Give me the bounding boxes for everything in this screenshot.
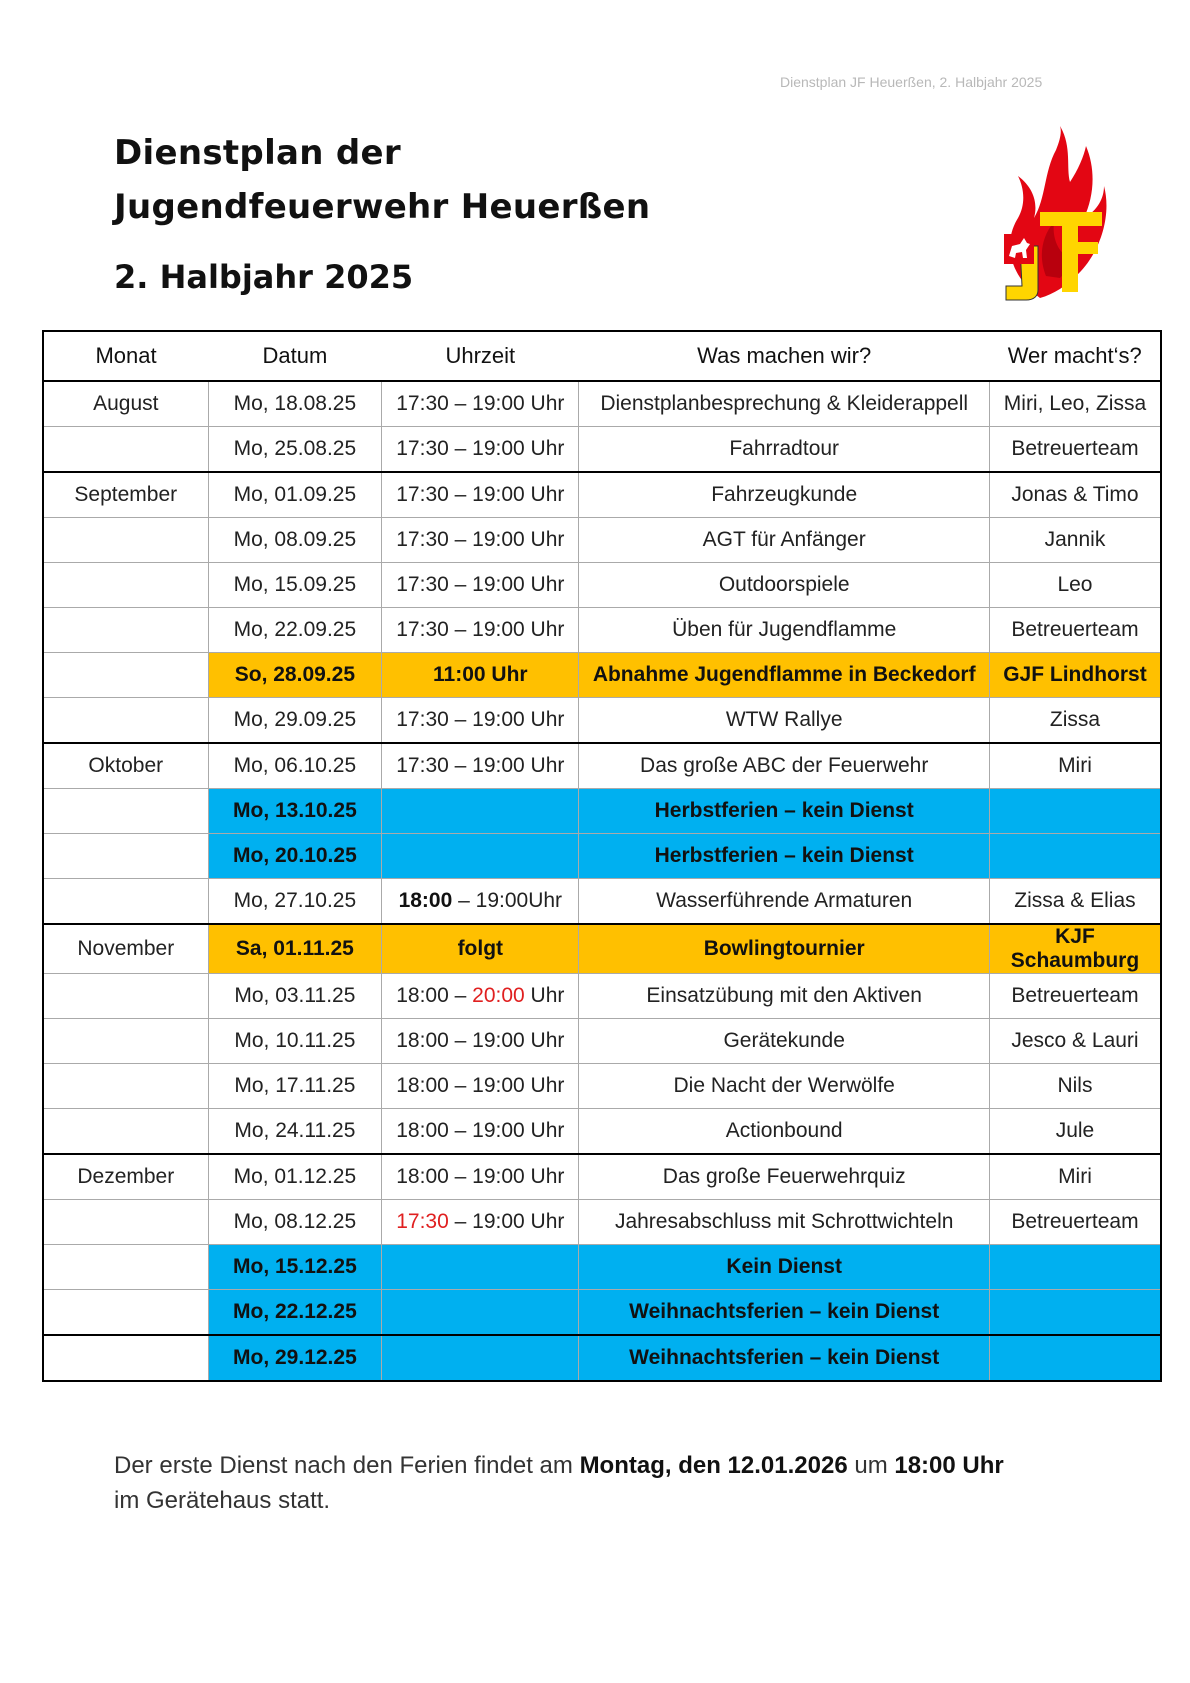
who-cell: Jesco & Lauri bbox=[989, 1019, 1161, 1064]
table-row-holiday bbox=[43, 1290, 1161, 1336]
month-cell bbox=[43, 563, 208, 608]
date-cell: Sa, 01.11.25 bbox=[208, 924, 382, 974]
time-cell: 17:30 – 19:00 Uhr bbox=[382, 427, 579, 473]
date-cell: Mo, 01.12.25 bbox=[208, 1154, 382, 1200]
column-header-activity: Was machen wir? bbox=[579, 331, 990, 381]
who-cell bbox=[989, 1245, 1161, 1290]
title-line-1: Dienstplan der bbox=[114, 133, 401, 173]
who-cell: Jule bbox=[989, 1109, 1161, 1155]
date-cell: Mo, 13.10.25 bbox=[208, 789, 382, 834]
date-cell: Mo, 15.12.25 bbox=[208, 1245, 382, 1290]
time-cell bbox=[382, 1200, 579, 1245]
table-row bbox=[43, 698, 1161, 744]
time-cell: 17:30 – 19:00 Uhr bbox=[382, 472, 579, 518]
month-cell bbox=[43, 653, 208, 698]
month-cell bbox=[43, 1290, 208, 1336]
column-header-time: Uhrzeit bbox=[382, 331, 579, 381]
time-unit: Uhr bbox=[524, 984, 565, 1007]
time-cell: 11:00 Uhr bbox=[382, 653, 579, 698]
table-row bbox=[43, 1154, 1161, 1200]
time-cell: 17:30 – 19:00 Uhr bbox=[382, 518, 579, 563]
time-cell: 17:30 – 19:00 Uhr bbox=[382, 608, 579, 653]
time-cell bbox=[382, 879, 579, 925]
who-cell: Betreuerteam bbox=[989, 1200, 1161, 1245]
who-cell: Miri, Leo, Zissa bbox=[989, 381, 1161, 427]
table-row bbox=[43, 1109, 1161, 1155]
activity-cell: Herbstferien – kein Dienst bbox=[579, 834, 990, 879]
time-cell: 18:00 – 19:00 Uhr bbox=[382, 1154, 579, 1200]
table-row-holiday bbox=[43, 834, 1161, 879]
activity-cell: AGT für Anfänger bbox=[579, 518, 990, 563]
who-cell bbox=[989, 789, 1161, 834]
activity-cell: Üben für Jugendflamme bbox=[579, 608, 990, 653]
activity-cell: Einsatzübung mit den Aktiven bbox=[579, 974, 990, 1019]
date-cell: Mo, 22.09.25 bbox=[208, 608, 382, 653]
date-cell: Mo, 10.11.25 bbox=[208, 1019, 382, 1064]
month-cell bbox=[43, 1019, 208, 1064]
who-cell: Jonas & Timo bbox=[989, 472, 1161, 518]
page-title bbox=[114, 126, 650, 234]
who-cell: Nils bbox=[989, 1064, 1161, 1109]
duty-roster-table bbox=[42, 330, 1162, 1382]
month-cell: November bbox=[43, 924, 208, 974]
activity-cell: WTW Rallye bbox=[579, 698, 990, 744]
table-row bbox=[43, 879, 1161, 925]
who-cell: Betreuerteam bbox=[989, 974, 1161, 1019]
table-row-highlighted bbox=[43, 653, 1161, 698]
column-header-date: Datum bbox=[208, 331, 382, 381]
who-cell bbox=[989, 1290, 1161, 1336]
footer-text-2: um bbox=[847, 1452, 895, 1479]
month-cell bbox=[43, 427, 208, 473]
time-cell: 18:00 – 19:00 Uhr bbox=[382, 1019, 579, 1064]
table-row-highlighted bbox=[43, 924, 1161, 974]
date-cell: Mo, 24.11.25 bbox=[208, 1109, 382, 1155]
table-row bbox=[43, 472, 1161, 518]
who-cell: Betreuerteam bbox=[989, 608, 1161, 653]
who-cell: GJF Lindhorst bbox=[989, 653, 1161, 698]
activity-cell: Dienstplanbesprechung & Kleiderappell bbox=[579, 381, 990, 427]
month-cell bbox=[43, 834, 208, 879]
time-start-red: 17:30 bbox=[396, 1210, 449, 1233]
time-cell bbox=[382, 834, 579, 879]
who-cell: Zissa & Elias bbox=[989, 879, 1161, 925]
table-row-holiday bbox=[43, 1335, 1161, 1381]
who-cell: Zissa bbox=[989, 698, 1161, 744]
date-cell: Mo, 18.08.25 bbox=[208, 381, 382, 427]
time-start: 18:00 – bbox=[396, 984, 473, 1007]
date-cell: Mo, 29.12.25 bbox=[208, 1335, 382, 1381]
date-cell: Mo, 27.10.25 bbox=[208, 879, 382, 925]
time-rest: – 19:00Uhr bbox=[452, 889, 563, 912]
time-cell bbox=[382, 789, 579, 834]
jugendfeuerwehr-logo bbox=[1000, 126, 1110, 302]
time-cell: 18:00 – 19:00 Uhr bbox=[382, 1064, 579, 1109]
page-subtitle: 2. Halbjahr 2025 bbox=[114, 258, 414, 296]
table-row bbox=[43, 974, 1161, 1019]
table-row bbox=[43, 381, 1161, 427]
column-header-who: Wer macht‘s? bbox=[989, 331, 1161, 381]
time-cell: 17:30 – 19:00 Uhr bbox=[382, 381, 579, 427]
month-cell bbox=[43, 608, 208, 653]
table-row bbox=[43, 1064, 1161, 1109]
table-row-holiday bbox=[43, 1245, 1161, 1290]
date-cell: Mo, 01.09.25 bbox=[208, 472, 382, 518]
title-line-2: Jugendfeuerwehr Heuerßen bbox=[114, 187, 651, 227]
time-cell: 18:00 – 19:00 Uhr bbox=[382, 1109, 579, 1155]
footer-text-3: im Gerätehaus statt. bbox=[114, 1487, 331, 1514]
table-row bbox=[43, 608, 1161, 653]
table-header-row bbox=[43, 331, 1161, 381]
date-cell: Mo, 06.10.25 bbox=[208, 743, 382, 789]
activity-cell: Das große Feuerwehrquiz bbox=[579, 1154, 990, 1200]
activity-cell: Kein Dienst bbox=[579, 1245, 990, 1290]
table-row bbox=[43, 743, 1161, 789]
who-cell: Jannik bbox=[989, 518, 1161, 563]
month-cell bbox=[43, 1109, 208, 1155]
date-cell: Mo, 17.11.25 bbox=[208, 1064, 382, 1109]
footer-text-1: Der erste Dienst nach den Ferien findet am bbox=[114, 1452, 580, 1479]
activity-cell: Abnahme Jugendflamme in Beckedorf bbox=[579, 653, 990, 698]
footer-time: 18:00 Uhr bbox=[894, 1452, 1004, 1479]
month-cell: Dezember bbox=[43, 1154, 208, 1200]
activity-cell: Fahrradtour bbox=[579, 427, 990, 473]
month-cell bbox=[43, 879, 208, 925]
time-cell bbox=[382, 974, 579, 1019]
activity-cell: Jahresabschluss mit Schrottwichteln bbox=[579, 1200, 990, 1245]
who-cell: Miri bbox=[989, 743, 1161, 789]
who-cell bbox=[989, 834, 1161, 879]
time-cell bbox=[382, 1335, 579, 1381]
date-cell: Mo, 20.10.25 bbox=[208, 834, 382, 879]
time-rest: – 19:00 Uhr bbox=[448, 1210, 565, 1233]
activity-cell: Fahrzeugkunde bbox=[579, 472, 990, 518]
who-cell: KJF Schaumburg bbox=[989, 924, 1161, 974]
activity-cell: Herbstferien – kein Dienst bbox=[579, 789, 990, 834]
table-row bbox=[43, 518, 1161, 563]
date-cell: Mo, 22.12.25 bbox=[208, 1290, 382, 1336]
time-cell: 17:30 – 19:00 Uhr bbox=[382, 743, 579, 789]
table-row bbox=[43, 427, 1161, 473]
month-cell: September bbox=[43, 472, 208, 518]
month-cell bbox=[43, 518, 208, 563]
date-cell: Mo, 03.11.25 bbox=[208, 974, 382, 1019]
month-cell bbox=[43, 1064, 208, 1109]
activity-cell: Actionbound bbox=[579, 1109, 990, 1155]
date-cell: Mo, 29.09.25 bbox=[208, 698, 382, 744]
activity-cell: Gerätekunde bbox=[579, 1019, 990, 1064]
month-cell bbox=[43, 1335, 208, 1381]
date-cell: So, 28.09.25 bbox=[208, 653, 382, 698]
activity-cell: Weihnachtsferien – kein Dienst bbox=[579, 1335, 990, 1381]
table-row bbox=[43, 1200, 1161, 1245]
activity-cell: Das große ABC der Feuerwehr bbox=[579, 743, 990, 789]
month-cell bbox=[43, 974, 208, 1019]
header-note: Dienstplan JF Heuerßen, 2. Halbjahr 2025 bbox=[780, 74, 1043, 90]
date-cell: Mo, 08.09.25 bbox=[208, 518, 382, 563]
month-cell bbox=[43, 698, 208, 744]
month-cell bbox=[43, 1245, 208, 1290]
activity-cell: Outdoorspiele bbox=[579, 563, 990, 608]
activity-cell: Bowlingtournier bbox=[579, 924, 990, 974]
date-cell: Mo, 08.12.25 bbox=[208, 1200, 382, 1245]
month-cell: Oktober bbox=[43, 743, 208, 789]
month-cell bbox=[43, 789, 208, 834]
column-header-month: Monat bbox=[43, 331, 208, 381]
time-cell: 17:30 – 19:00 Uhr bbox=[382, 563, 579, 608]
who-cell: Leo bbox=[989, 563, 1161, 608]
table-row-holiday bbox=[43, 789, 1161, 834]
time-cell: folgt bbox=[382, 924, 579, 974]
date-cell: Mo, 15.09.25 bbox=[208, 563, 382, 608]
footer-note bbox=[114, 1448, 1094, 1518]
table-row bbox=[43, 1019, 1161, 1064]
time-end-red: 20:00 bbox=[472, 984, 525, 1007]
activity-cell: Wasserführende Armaturen bbox=[579, 879, 990, 925]
month-cell bbox=[43, 1200, 208, 1245]
who-cell: Miri bbox=[989, 1154, 1161, 1200]
date-cell: Mo, 25.08.25 bbox=[208, 427, 382, 473]
activity-cell: Die Nacht der Werwölfe bbox=[579, 1064, 990, 1109]
time-start-bold: 18:00 bbox=[398, 889, 453, 912]
time-cell: 17:30 – 19:00 Uhr bbox=[382, 698, 579, 744]
time-cell bbox=[382, 1290, 579, 1336]
footer-date: Montag, den 12.01.2026 bbox=[579, 1452, 848, 1479]
table-row bbox=[43, 563, 1161, 608]
who-cell: Betreuerteam bbox=[989, 427, 1161, 473]
time-cell bbox=[382, 1245, 579, 1290]
month-cell: August bbox=[43, 381, 208, 427]
activity-cell: Weihnachtsferien – kein Dienst bbox=[579, 1290, 990, 1336]
who-cell bbox=[989, 1335, 1161, 1381]
